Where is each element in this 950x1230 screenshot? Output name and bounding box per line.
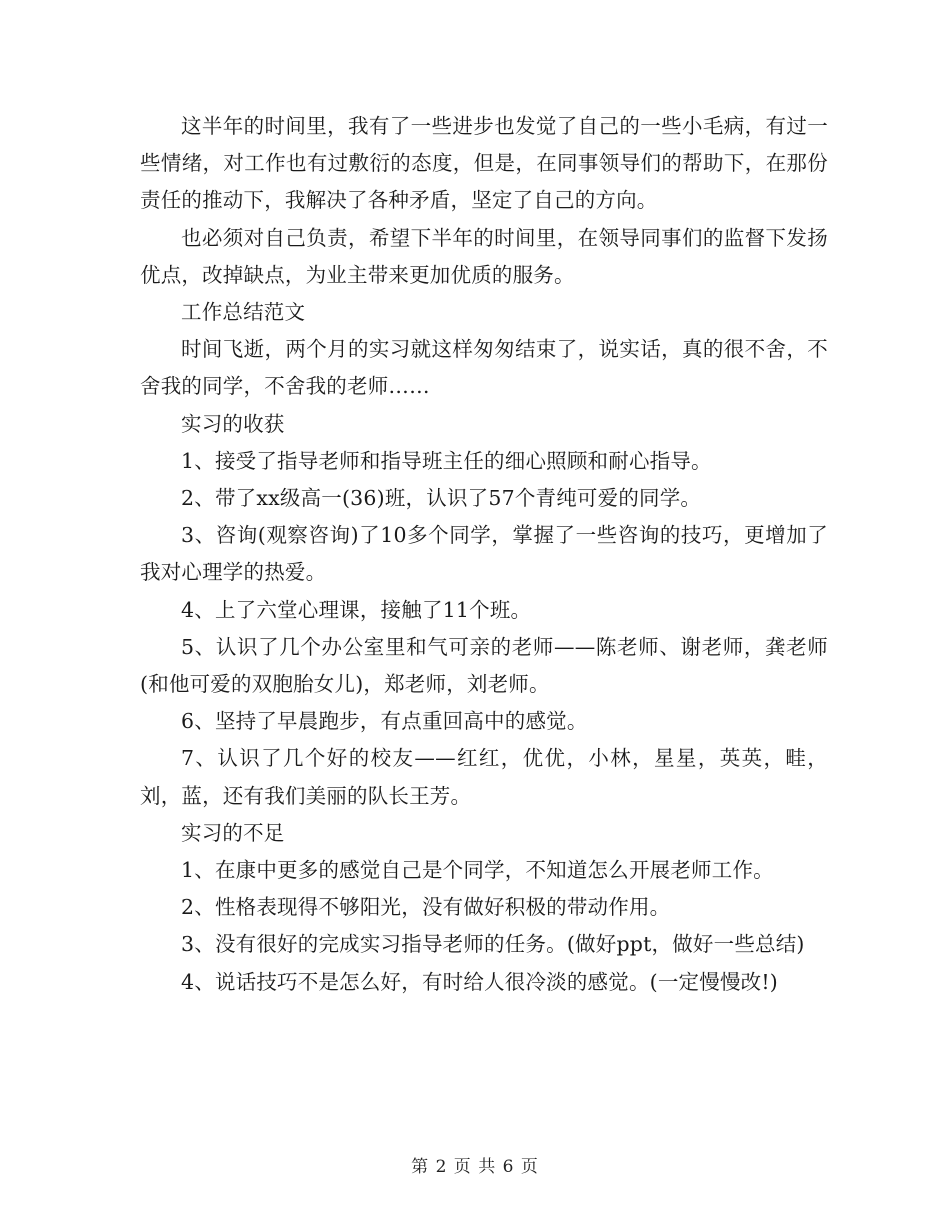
list-item: 4、说话技巧不是怎么好，有时给人很冷淡的感觉。(一定慢慢改!) [181, 969, 778, 994]
paragraph: 时间飞逝，两个月的实习就这样匆匆结束了，说实话，真的很不舍，不舍我的同学，不舍我的老师…… [140, 337, 828, 399]
list-item: 2、性格表现得不够阳光，没有做好积极的带动作用。 [181, 895, 671, 920]
section-title-gains: 实习的收获 [181, 411, 285, 436]
list-item: 2、带了xx级高一(36)班，认识了57个青纯可爱的同学。 [181, 486, 702, 511]
list-item: 3、咨询(观察咨询)了10多个同学，掌握了一些咨询的技巧，更增加了我对心理学的热爱。 [140, 523, 828, 585]
list-item: 6、坚持了早晨跑步，有点重回高中的感觉。 [181, 709, 588, 734]
list-item: 5、认识了几个办公室里和气可亲的老师——陈老师、谢老师，龚老师(和他可爱的双胞胎女儿)，郑老师，刘老师。 [140, 634, 828, 697]
document-body [140, 108, 828, 1001]
page-number-footer: 第 2 页 共 6 页 [411, 1157, 539, 1177]
list-item: 4、上了六堂心理课，接触了11个班。 [181, 597, 532, 622]
list-item: 3、没有很好的完成实习指导老师的任务。(做好ppt，做好一些总结) [181, 932, 805, 957]
paragraph: 也必须对自己负责，希望下半年的时间里，在领导同事们的监督下发扬优点，改掉缺点，为业主带来更加优质的服务。 [140, 225, 828, 287]
section-title-shortcomings: 实习的不足 [181, 820, 285, 845]
list-item: 1、在康中更多的感觉自己是个同学，不知道怎么开展老师工作。 [181, 858, 774, 883]
section-title-work-summary: 工作总结范文 [181, 300, 306, 325]
list-item: 7、认识了几个好的校友——红红，优优，小林，星星，英英，畦，刘，蓝，还有我们美丽的队长王芳。 [140, 746, 828, 808]
paragraph: 这半年的时间里，我有了一些进步也发觉了自己的一些小毛病，有过一些情绪，对工作也有过敷衍的态度，但是，在同事领导们的帮助下，在那份责任的推动下，我解决了各种矛盾，坚定了自己的方向。 [140, 114, 828, 213]
list-item: 1、接受了指导老师和指导班主任的细心照顾和耐心指导。 [181, 448, 712, 473]
